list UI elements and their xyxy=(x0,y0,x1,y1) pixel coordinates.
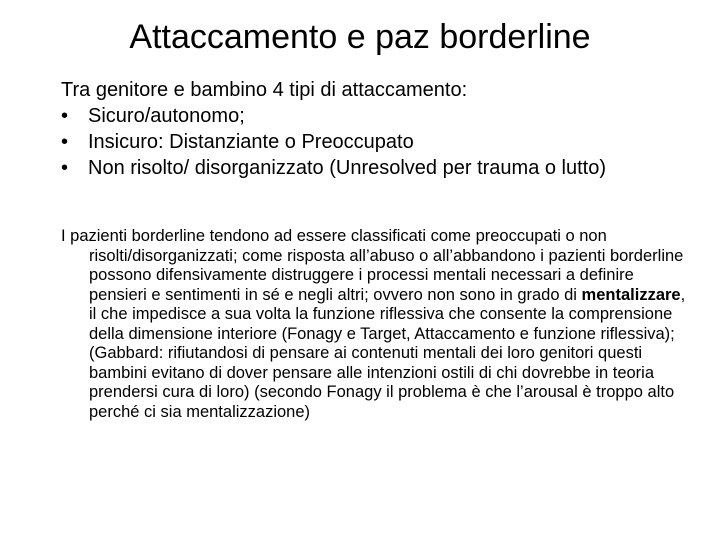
list-item xyxy=(61,103,701,129)
list-item xyxy=(61,129,701,155)
list-item-text: Sicuro/autonomo; xyxy=(88,105,245,127)
paragraph-text-part1: I pazienti borderline tendono ad essere classificati come preoccupati o non risolti/disorganizzati; come risposta all’abuso o all’abbandono i pazienti borderline possono difensivamente distruggere i processi mentali necessari a definire pensieri e sentimenti in sé e negli altri; ovvero non sono in grado di xyxy=(61,227,684,304)
list-item xyxy=(61,155,701,181)
bullet-icon: • xyxy=(61,105,69,127)
borderline-paragraph xyxy=(61,227,689,422)
paragraph-bold-term: mentalizzare xyxy=(581,285,681,304)
bullet-icon: • xyxy=(61,131,69,153)
intro-text: Tra genitore e bambino 4 tipi di attaccamento: xyxy=(61,79,468,101)
list-item-text: Insicuro: Distanziante o Preoccupato xyxy=(88,131,414,153)
paragraph-text-part2: , il che impedisce a sua volta la funzione riflessiva che consente la comprensione della dimensione interiore (Fonagy e Target, Attaccamento e funzione riflessiva); (Gabbard: rifiutandosi di pensare ai contenuti mentali dei loro genitori questi bambini evitano di dover pensare alle intenzioni ostili di chi dovrebbe in teoria prendersi cura di loro) (secondo Fonagy il problema è che l’arousal è troppo alto perché ci sia mentalizzazione) xyxy=(89,285,686,421)
bullet-icon: • xyxy=(61,157,69,179)
attachment-types-list xyxy=(61,103,701,181)
list-item-text: Non risolto/ disorganizzato (Unresolved per trauma o lutto) xyxy=(88,157,607,179)
slide-title: Attaccamento e paz borderline xyxy=(129,18,591,56)
